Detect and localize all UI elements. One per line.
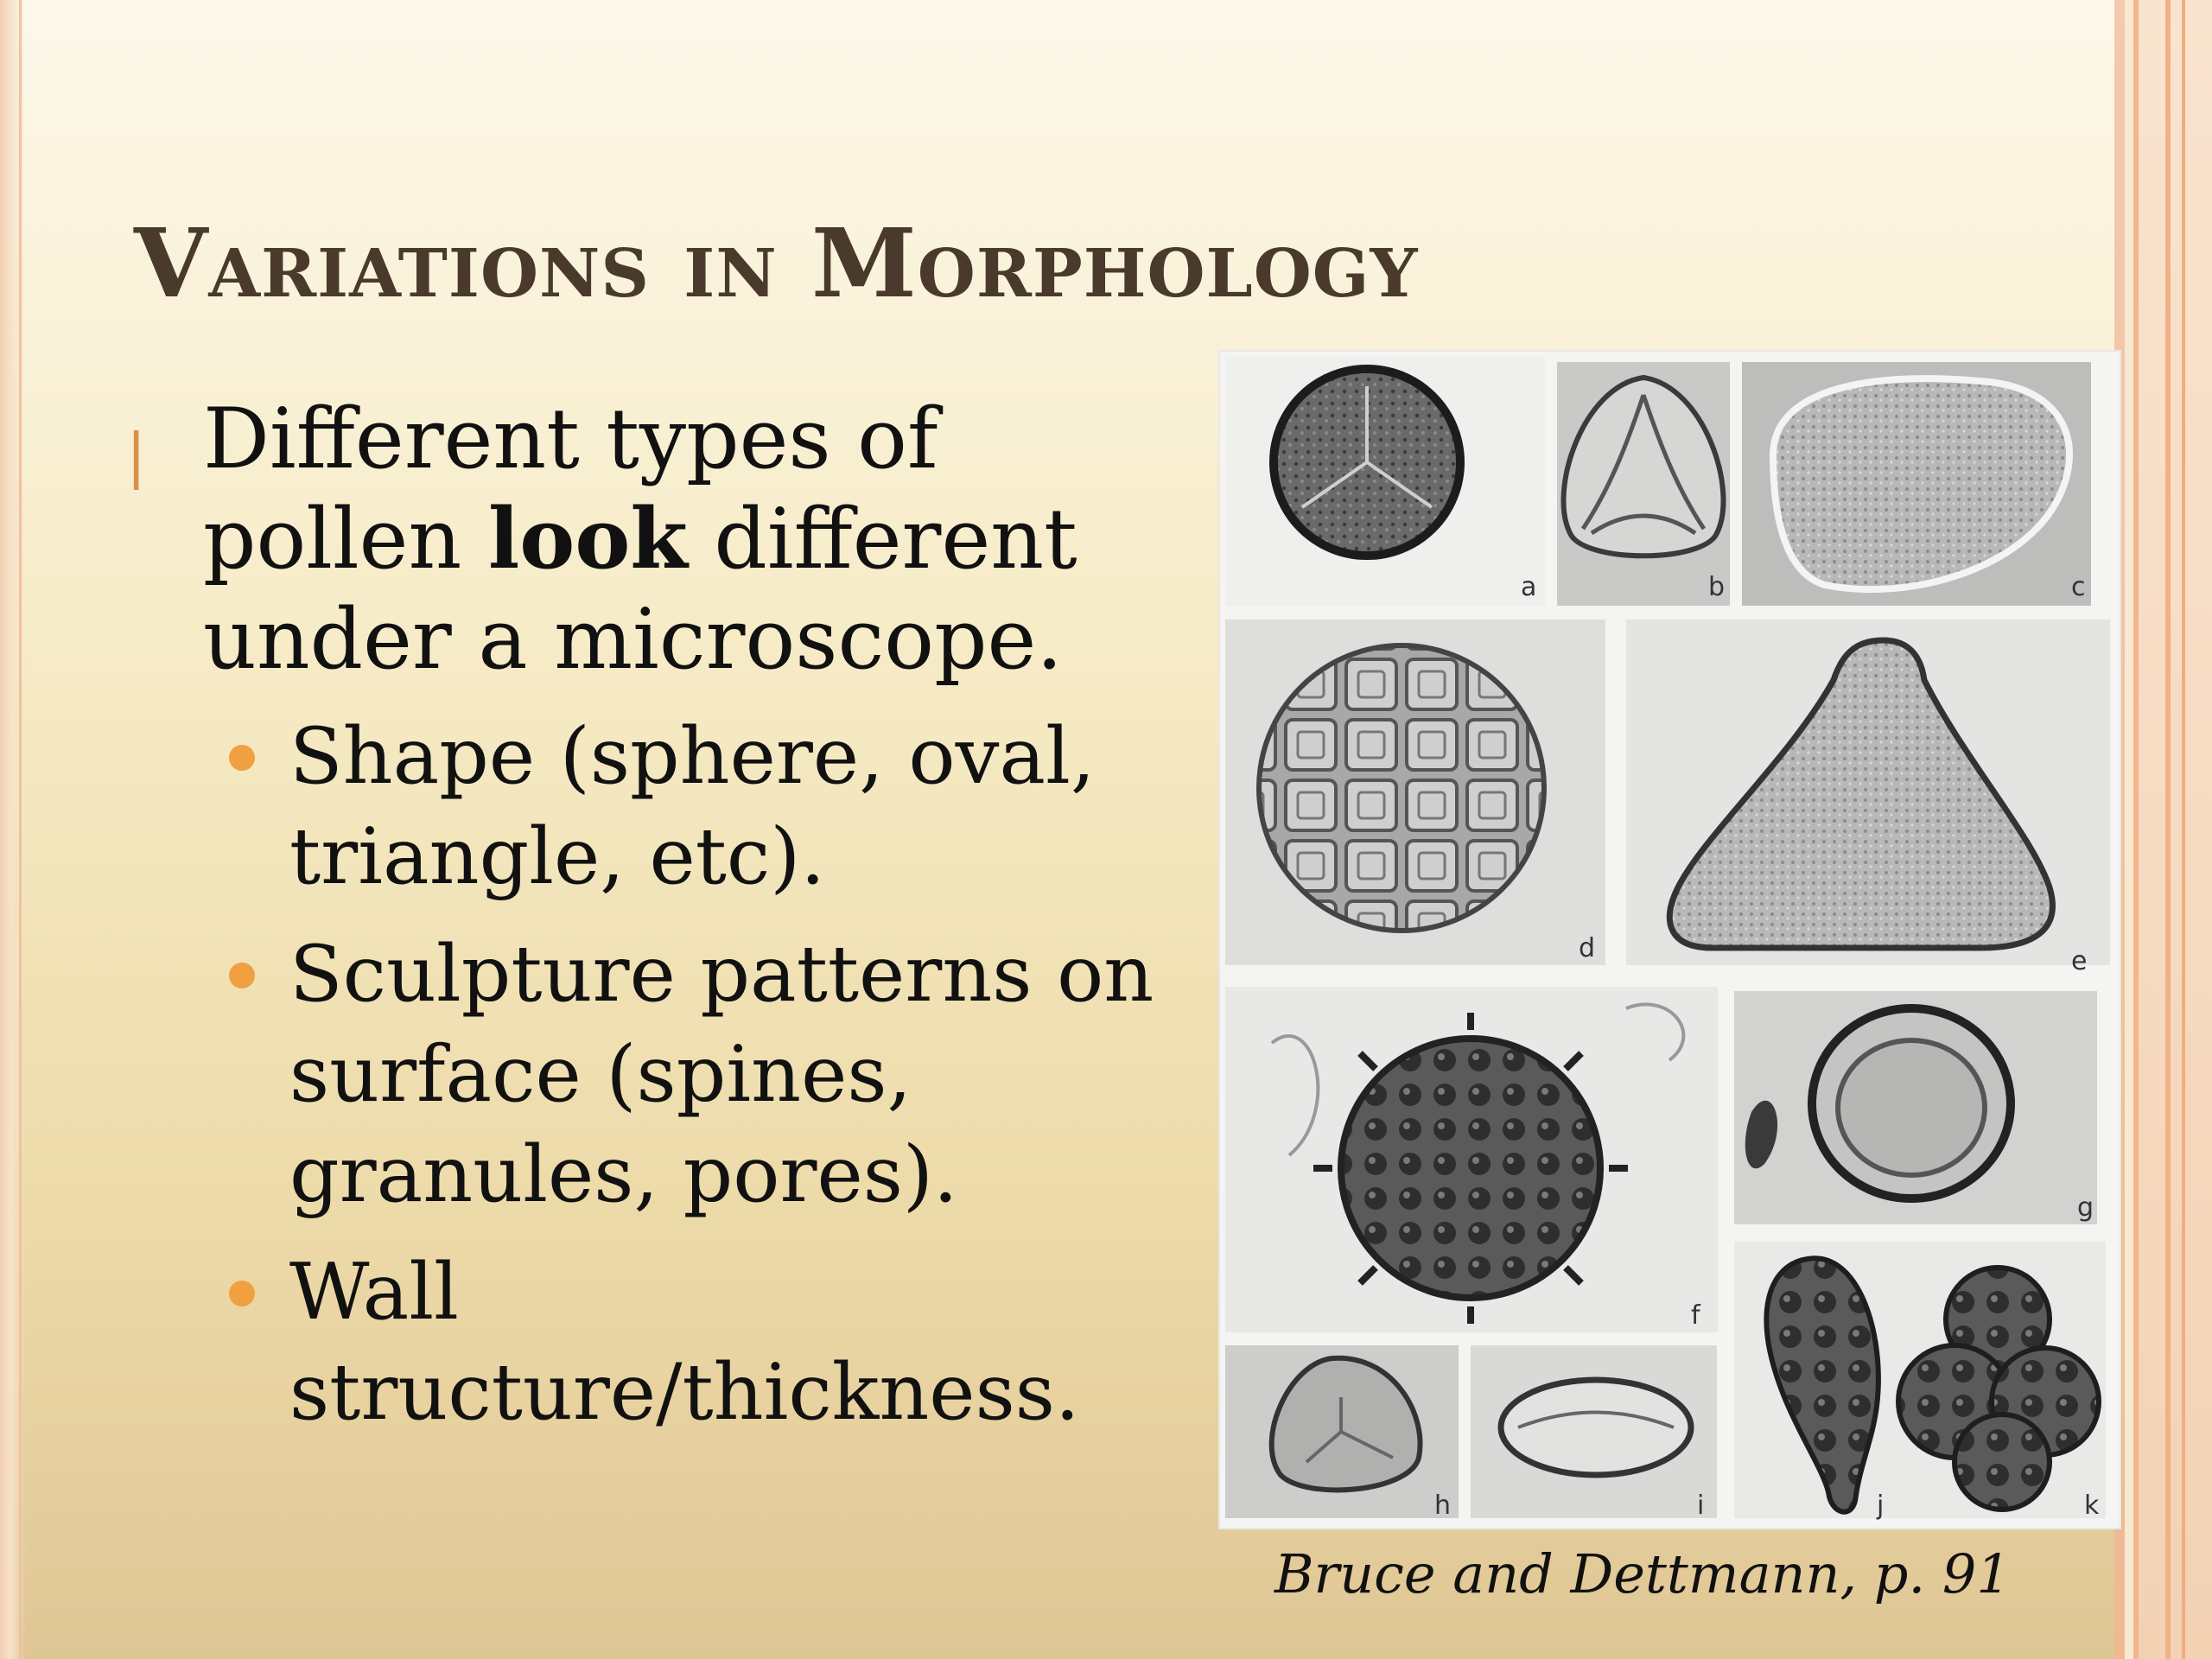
right-edge-stripe xyxy=(2182,0,2185,1659)
pollen-grain-a xyxy=(1274,369,1460,556)
pollen-micrograph-figure xyxy=(1218,350,2121,1529)
bullet-dot xyxy=(229,963,255,988)
sub-bullet-wall xyxy=(289,1243,1184,1443)
bullet-dot xyxy=(229,745,255,771)
figure-caption: Bruce and Dettmann, p. 91 xyxy=(1274,1542,2011,1605)
slide-body xyxy=(121,389,1184,1460)
sub-bullet-list xyxy=(121,707,1184,1443)
panel-label-g: g xyxy=(2077,1192,2094,1223)
right-edge-band xyxy=(2139,0,2212,1659)
slide-title: Variations in Morphology xyxy=(134,207,1419,319)
main-bullet xyxy=(121,389,1184,690)
left-edge-line xyxy=(19,0,22,1659)
pollen-grain-d xyxy=(1259,645,1544,931)
panel-label-i: i xyxy=(1697,1491,1705,1521)
sub-bullet-text: Wall structure/thickness. xyxy=(289,1247,1080,1438)
panel-label-b: b xyxy=(1708,572,1726,602)
right-edge-stripe xyxy=(2165,0,2171,1659)
sub-bullet-text: Shape (sphere, oval, triangle, etc). xyxy=(289,711,1096,902)
pollen-grain-i xyxy=(1501,1380,1691,1475)
main-point-text-end: different under a microscope. xyxy=(203,491,1077,688)
panel-label-c: c xyxy=(2071,572,2086,602)
panel-label-j: j xyxy=(1877,1491,1885,1521)
left-edge-decoration xyxy=(0,0,26,1659)
panel-label-k: k xyxy=(2084,1491,2100,1521)
main-point-bold: look xyxy=(487,490,688,588)
panel-label-d: d xyxy=(1579,933,1596,963)
panel-label-e: e xyxy=(2071,946,2088,976)
main-point-text: Different types of pollen xyxy=(203,391,938,588)
panel-label-f: f xyxy=(1691,1300,1700,1331)
sub-bullet-sculpture xyxy=(289,925,1184,1225)
sub-bullet-text: Sculpture patterns on surface (spines, granules, pores). xyxy=(289,929,1154,1220)
panel-label-a: a xyxy=(1521,572,1537,602)
panel-label-h: h xyxy=(1434,1491,1452,1521)
bullet-mark: ∣ xyxy=(121,421,151,492)
bullet-dot xyxy=(229,1281,255,1306)
pollen-micrograph-image xyxy=(1220,352,2120,1528)
sub-bullet-shape xyxy=(289,707,1184,907)
right-edge-stripe xyxy=(2125,0,2133,1659)
